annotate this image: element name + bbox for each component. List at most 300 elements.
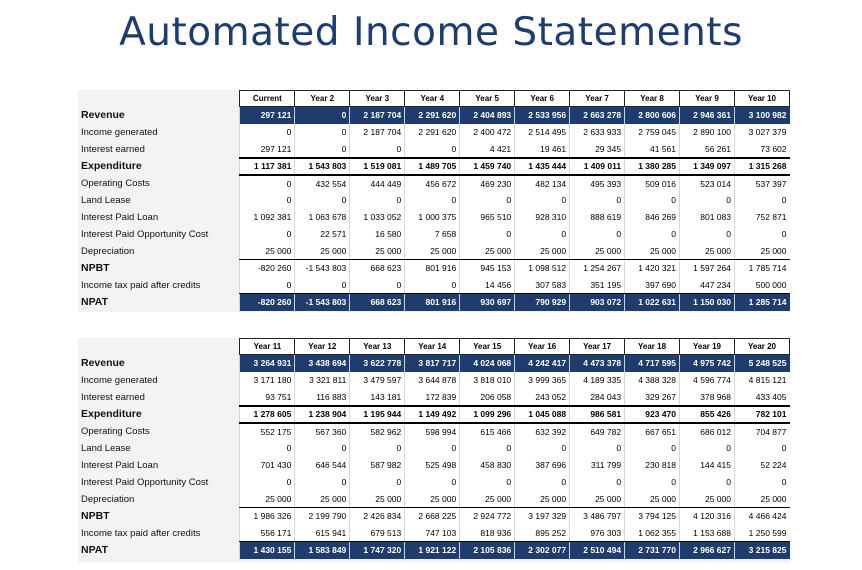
value-cell: 903 072 — [570, 294, 625, 311]
value-cell: 14 456 — [460, 277, 515, 294]
value-cell: 495 393 — [570, 175, 625, 192]
income-table-2 — [78, 338, 790, 559]
value-cell: 16 580 — [350, 226, 405, 243]
row-label: Income tax paid after credits — [81, 527, 201, 539]
value-cell: 1 459 740 — [460, 158, 515, 175]
row-label: NPAT — [81, 544, 109, 556]
value-cell: 679 513 — [350, 525, 405, 542]
value-cell: 25 000 — [350, 243, 405, 260]
value-cell: 846 269 — [625, 209, 680, 226]
row-npbt — [78, 260, 790, 277]
value-cell: 930 697 — [460, 294, 515, 311]
value-cell: 0 — [734, 192, 789, 209]
value-cell: 3 486 797 — [570, 508, 625, 525]
value-cell: 0 — [405, 192, 460, 209]
value-cell: 2 668 225 — [405, 508, 460, 525]
value-cell: 0 — [460, 440, 515, 457]
value-cell: 1 785 714 — [734, 260, 789, 277]
value-cell: 1 254 267 — [570, 260, 625, 277]
header-row — [78, 91, 790, 107]
value-cell: 2 759 045 — [625, 124, 680, 141]
value-cell: 0 — [240, 124, 295, 141]
value-cell: 1 597 264 — [680, 260, 735, 277]
value-cell: 3 794 125 — [625, 508, 680, 525]
value-cell: 782 101 — [734, 406, 789, 423]
value-cell: 2 966 627 — [680, 542, 735, 559]
row-label: Income generated — [81, 374, 158, 386]
value-cell: 0 — [240, 192, 295, 209]
value-cell: 556 171 — [240, 525, 295, 542]
value-cell: 0 — [295, 192, 350, 209]
value-cell: 567 360 — [295, 423, 350, 440]
value-cell: 4 242 417 — [515, 355, 570, 372]
value-cell: 2 187 704 — [350, 124, 405, 141]
header-row — [78, 339, 790, 355]
value-cell: 3 215 825 — [734, 542, 789, 559]
value-cell: 0 — [350, 192, 405, 209]
value-cell: 801 916 — [405, 260, 460, 277]
value-cell: 0 — [680, 474, 735, 491]
value-cell: 0 — [515, 226, 570, 243]
column-header: Year 15 — [460, 339, 515, 355]
value-cell: 1 489 705 — [405, 158, 460, 175]
value-cell: 2 291 620 — [405, 107, 460, 124]
value-cell: 0 — [460, 474, 515, 491]
value-cell: 668 623 — [350, 294, 405, 311]
value-cell: 986 581 — [570, 406, 625, 423]
value-cell: 752 871 — [734, 209, 789, 226]
value-cell: 206 058 — [460, 389, 515, 406]
value-cell: 1 430 155 — [240, 542, 295, 559]
value-cell: 3 171 180 — [240, 372, 295, 389]
value-cell: 888 619 — [570, 209, 625, 226]
value-cell: 25 000 — [350, 491, 405, 508]
value-cell: 2 731 770 — [625, 542, 680, 559]
value-cell: 0 — [680, 192, 735, 209]
value-cell: 73 602 — [734, 141, 789, 158]
row-label: Interest Paid Opportunity Cost — [81, 228, 209, 240]
value-cell: 1 195 944 — [350, 406, 405, 423]
row-interest-earned — [78, 141, 790, 158]
value-cell: 3 197 329 — [515, 508, 570, 525]
value-cell: 0 — [295, 440, 350, 457]
value-cell: 4 120 316 — [680, 508, 735, 525]
value-cell: 646 544 — [295, 457, 350, 474]
value-cell: 482 134 — [515, 175, 570, 192]
column-header: Year 8 — [625, 91, 680, 107]
value-cell: 0 — [295, 277, 350, 294]
row-npat — [78, 542, 790, 559]
value-cell: 587 982 — [350, 457, 405, 474]
value-cell: 52 224 — [734, 457, 789, 474]
row-label: Operating Costs — [81, 177, 150, 189]
value-cell: 0 — [515, 192, 570, 209]
value-cell: 144 415 — [680, 457, 735, 474]
row-income-generated — [78, 124, 790, 141]
value-cell: 3 027 379 — [734, 124, 789, 141]
value-cell: 1 543 803 — [295, 158, 350, 175]
value-cell: 284 043 — [570, 389, 625, 406]
value-cell: 93 751 — [240, 389, 295, 406]
value-cell: 1 349 097 — [680, 158, 735, 175]
value-cell: 1 583 849 — [295, 542, 350, 559]
column-header: Year 12 — [295, 339, 350, 355]
value-cell: 7 658 — [405, 226, 460, 243]
value-cell: 4 975 742 — [680, 355, 735, 372]
value-cell: 945 153 — [460, 260, 515, 277]
row-label: Interest Paid Loan — [81, 211, 159, 223]
row-interest-paid-opportunity-cost — [78, 226, 790, 243]
value-cell: 25 000 — [570, 491, 625, 508]
value-cell: 243 052 — [515, 389, 570, 406]
row-operating-costs — [78, 175, 790, 192]
value-cell: 976 303 — [570, 525, 625, 542]
value-cell: 500 000 — [734, 277, 789, 294]
row-income-generated — [78, 372, 790, 389]
value-cell: 4 466 424 — [734, 508, 789, 525]
value-cell: 4 421 — [460, 141, 515, 158]
value-cell: 3 817 717 — [405, 355, 460, 372]
value-cell: 598 994 — [405, 423, 460, 440]
value-cell: 2 426 834 — [350, 508, 405, 525]
value-cell: 22 571 — [295, 226, 350, 243]
value-cell: 2 946 361 — [680, 107, 735, 124]
row-label: Interest Paid Loan — [81, 459, 159, 471]
column-header: Year 6 — [515, 91, 570, 107]
value-cell: 1 285 714 — [734, 294, 789, 311]
value-cell: 0 — [570, 440, 625, 457]
value-cell: 3 999 365 — [515, 372, 570, 389]
value-cell: 2 800 606 — [625, 107, 680, 124]
value-cell: 1 092 381 — [240, 209, 295, 226]
income-statement-years-11-20 — [78, 338, 790, 563]
value-cell: 29 345 — [570, 141, 625, 158]
value-cell: 3 644 878 — [405, 372, 460, 389]
value-cell: 2 291 620 — [405, 124, 460, 141]
value-cell: 686 012 — [680, 423, 735, 440]
value-cell: 172 839 — [405, 389, 460, 406]
value-cell: 2 105 836 — [460, 542, 515, 559]
value-cell: 0 — [570, 226, 625, 243]
value-cell: 895 252 — [515, 525, 570, 542]
column-header: Year 11 — [240, 339, 295, 355]
value-cell: 928 310 — [515, 209, 570, 226]
value-cell: 0 — [350, 141, 405, 158]
value-cell: 0 — [240, 226, 295, 243]
value-cell: 1 921 122 — [405, 542, 460, 559]
row-label: Expenditure — [81, 160, 142, 172]
value-cell: 3 264 931 — [240, 355, 295, 372]
column-header: Year 16 — [515, 339, 570, 355]
row-label: Revenue — [81, 109, 125, 121]
value-cell: 1 238 904 — [295, 406, 350, 423]
value-cell: 509 016 — [625, 175, 680, 192]
value-cell: 0 — [350, 440, 405, 457]
value-cell: 3 321 811 — [295, 372, 350, 389]
value-cell: 2 404 893 — [460, 107, 515, 124]
row-operating-costs — [78, 423, 790, 440]
value-cell: 801 083 — [680, 209, 735, 226]
value-cell: 25 000 — [625, 243, 680, 260]
value-cell: 615 466 — [460, 423, 515, 440]
value-cell: 2 890 100 — [680, 124, 735, 141]
value-cell: 1 000 375 — [405, 209, 460, 226]
value-cell: -1 543 803 — [295, 260, 350, 277]
column-header: Year 19 — [680, 339, 735, 355]
value-cell: 701 430 — [240, 457, 295, 474]
value-cell: 4 388 328 — [625, 372, 680, 389]
value-cell: 311 799 — [570, 457, 625, 474]
value-cell: 615 941 — [295, 525, 350, 542]
value-cell: -820 260 — [240, 260, 295, 277]
value-cell: 25 000 — [515, 491, 570, 508]
value-cell: 0 — [405, 474, 460, 491]
value-cell: 447 234 — [680, 277, 735, 294]
column-header: Year 18 — [625, 339, 680, 355]
value-cell: 0 — [240, 175, 295, 192]
value-cell: 297 121 — [240, 141, 295, 158]
value-cell: 0 — [625, 440, 680, 457]
value-cell: 704 877 — [734, 423, 789, 440]
value-cell: 3 622 778 — [350, 355, 405, 372]
value-cell: 0 — [240, 277, 295, 294]
value-cell: 25 000 — [405, 243, 460, 260]
value-cell: 25 000 — [240, 243, 295, 260]
row-interest-paid-loan — [78, 457, 790, 474]
value-cell: 433 405 — [734, 389, 789, 406]
value-cell: 4 189 335 — [570, 372, 625, 389]
value-cell: 1 420 321 — [625, 260, 680, 277]
value-cell: 0 — [515, 440, 570, 457]
value-cell: 747 103 — [405, 525, 460, 542]
value-cell: 143 181 — [350, 389, 405, 406]
value-cell: 25 000 — [295, 491, 350, 508]
value-cell: 1 986 326 — [240, 508, 295, 525]
value-cell: 351 195 — [570, 277, 625, 294]
row-label: NPBT — [81, 510, 110, 522]
value-cell: 1 278 605 — [240, 406, 295, 423]
column-header: Year 3 — [350, 91, 405, 107]
value-cell: 378 968 — [680, 389, 735, 406]
value-cell: 2 533 956 — [515, 107, 570, 124]
value-cell: 2 199 790 — [295, 508, 350, 525]
column-header: Year 14 — [405, 339, 460, 355]
value-cell: 2 633 933 — [570, 124, 625, 141]
row-depreciation — [78, 491, 790, 508]
value-cell: 2 510 494 — [570, 542, 625, 559]
row-income-tax — [78, 277, 790, 294]
value-cell: 456 672 — [405, 175, 460, 192]
value-cell: 790 929 — [515, 294, 570, 311]
row-label: Interest earned — [81, 391, 145, 403]
row-depreciation — [78, 243, 790, 260]
value-cell: 5 248 525 — [734, 355, 789, 372]
column-header: Year 5 — [460, 91, 515, 107]
value-cell: 0 — [680, 440, 735, 457]
value-cell: 0 — [734, 474, 789, 491]
value-cell: 0 — [570, 192, 625, 209]
value-cell: 0 — [734, 226, 789, 243]
value-cell: 525 498 — [405, 457, 460, 474]
column-header: Year 13 — [350, 339, 405, 355]
value-cell: 25 000 — [240, 491, 295, 508]
row-label: Land Lease — [81, 442, 131, 454]
value-cell: 116 883 — [295, 389, 350, 406]
row-land-lease — [78, 192, 790, 209]
value-cell: 1 033 052 — [350, 209, 405, 226]
value-cell: 0 — [625, 192, 680, 209]
value-cell: 1 150 030 — [680, 294, 735, 311]
value-cell: 0 — [350, 277, 405, 294]
value-cell: 1 519 081 — [350, 158, 405, 175]
value-cell: 25 000 — [734, 243, 789, 260]
value-cell: 0 — [405, 141, 460, 158]
value-cell: 19 461 — [515, 141, 570, 158]
row-interest-paid-loan — [78, 209, 790, 226]
value-cell: 552 175 — [240, 423, 295, 440]
value-cell: 297 121 — [240, 107, 295, 124]
column-header: Year 2 — [295, 91, 350, 107]
column-header: Current — [240, 91, 295, 107]
value-cell: 25 000 — [734, 491, 789, 508]
value-cell: 4 815 121 — [734, 372, 789, 389]
value-cell: 1 409 011 — [570, 158, 625, 175]
row-label: Income generated — [81, 126, 158, 138]
value-cell: 537 397 — [734, 175, 789, 192]
value-cell: 1 117 381 — [240, 158, 295, 175]
value-cell: 25 000 — [625, 491, 680, 508]
value-cell: 397 690 — [625, 277, 680, 294]
value-cell: 4 717 595 — [625, 355, 680, 372]
row-interest-paid-opportunity-cost — [78, 474, 790, 491]
column-header: Year 7 — [570, 91, 625, 107]
column-header: Year 20 — [734, 339, 789, 355]
value-cell: 2 302 077 — [515, 542, 570, 559]
row-label: Depreciation — [81, 245, 135, 257]
value-cell: 1 022 631 — [625, 294, 680, 311]
row-label: Expenditure — [81, 408, 142, 420]
value-cell: 0 — [460, 192, 515, 209]
row-interest-earned — [78, 389, 790, 406]
row-label: Depreciation — [81, 493, 135, 505]
value-cell: -1 543 803 — [295, 294, 350, 311]
row-revenue — [78, 107, 790, 124]
value-cell: 1 099 296 — [460, 406, 515, 423]
row-label: Land Lease — [81, 194, 131, 206]
value-cell: 25 000 — [295, 243, 350, 260]
value-cell: 25 000 — [460, 491, 515, 508]
value-cell: 1 062 355 — [625, 525, 680, 542]
value-cell: 444 449 — [350, 175, 405, 192]
value-cell: 855 426 — [680, 406, 735, 423]
value-cell: -820 260 — [240, 294, 295, 311]
value-cell: 0 — [405, 277, 460, 294]
value-cell: 458 830 — [460, 457, 515, 474]
value-cell: 0 — [680, 226, 735, 243]
row-npat — [78, 294, 790, 311]
value-cell: 0 — [240, 440, 295, 457]
value-cell: 2 514 495 — [515, 124, 570, 141]
value-cell: 4 596 774 — [680, 372, 735, 389]
row-label: NPBT — [81, 262, 110, 274]
value-cell: 432 554 — [295, 175, 350, 192]
value-cell: 0 — [405, 440, 460, 457]
value-cell: 307 583 — [515, 277, 570, 294]
value-cell: 230 818 — [625, 457, 680, 474]
value-cell: 1 153 688 — [680, 525, 735, 542]
value-cell: 1 149 492 — [405, 406, 460, 423]
value-cell: 3 100 982 — [734, 107, 789, 124]
header-blank — [78, 91, 240, 107]
row-expenditure — [78, 158, 790, 175]
row-revenue — [78, 355, 790, 372]
value-cell: 1 098 512 — [515, 260, 570, 277]
row-npbt — [78, 508, 790, 525]
value-cell: 965 510 — [460, 209, 515, 226]
value-cell: 25 000 — [405, 491, 460, 508]
value-cell: 56 261 — [680, 141, 735, 158]
value-cell: 3 438 694 — [295, 355, 350, 372]
row-income-tax — [78, 525, 790, 542]
value-cell: 667 651 — [625, 423, 680, 440]
value-cell: 0 — [570, 474, 625, 491]
value-cell: 1 045 088 — [515, 406, 570, 423]
column-header: Year 4 — [405, 91, 460, 107]
value-cell: 1 435 444 — [515, 158, 570, 175]
value-cell: 2 663 278 — [570, 107, 625, 124]
value-cell: 4 024 068 — [460, 355, 515, 372]
page-title: Automated Income Statements — [119, 10, 743, 55]
row-label: NPAT — [81, 296, 109, 308]
row-label: Operating Costs — [81, 425, 150, 437]
value-cell: 0 — [295, 107, 350, 124]
value-cell: 1 063 678 — [295, 209, 350, 226]
value-cell: 1 380 285 — [625, 158, 680, 175]
value-cell: 469 230 — [460, 175, 515, 192]
income-statement-years-1-10 — [78, 90, 790, 312]
value-cell: 25 000 — [570, 243, 625, 260]
row-expenditure — [78, 406, 790, 423]
value-cell: 25 000 — [515, 243, 570, 260]
value-cell: 2 187 704 — [350, 107, 405, 124]
header-blank — [78, 339, 240, 355]
value-cell: 0 — [625, 226, 680, 243]
value-cell: 329 267 — [625, 389, 680, 406]
column-header: Year 9 — [680, 91, 735, 107]
value-cell: 4 473 378 — [570, 355, 625, 372]
value-cell: 801 916 — [405, 294, 460, 311]
value-cell: 1 250 599 — [734, 525, 789, 542]
column-header: Year 17 — [570, 339, 625, 355]
value-cell: 2 400 472 — [460, 124, 515, 141]
value-cell: 0 — [625, 474, 680, 491]
value-cell: 0 — [295, 124, 350, 141]
value-cell: 818 936 — [460, 525, 515, 542]
value-cell: 0 — [295, 141, 350, 158]
row-label: Income tax paid after credits — [81, 279, 201, 291]
value-cell: 25 000 — [680, 491, 735, 508]
value-cell: 0 — [515, 474, 570, 491]
value-cell: 923 470 — [625, 406, 680, 423]
value-cell: 668 623 — [350, 260, 405, 277]
value-cell: 0 — [295, 474, 350, 491]
row-land-lease — [78, 440, 790, 457]
row-label: Interest Paid Opportunity Cost — [81, 476, 209, 488]
value-cell: 1 315 268 — [734, 158, 789, 175]
row-label: Interest earned — [81, 143, 145, 155]
value-cell: 3 479 597 — [350, 372, 405, 389]
value-cell: 649 782 — [570, 423, 625, 440]
